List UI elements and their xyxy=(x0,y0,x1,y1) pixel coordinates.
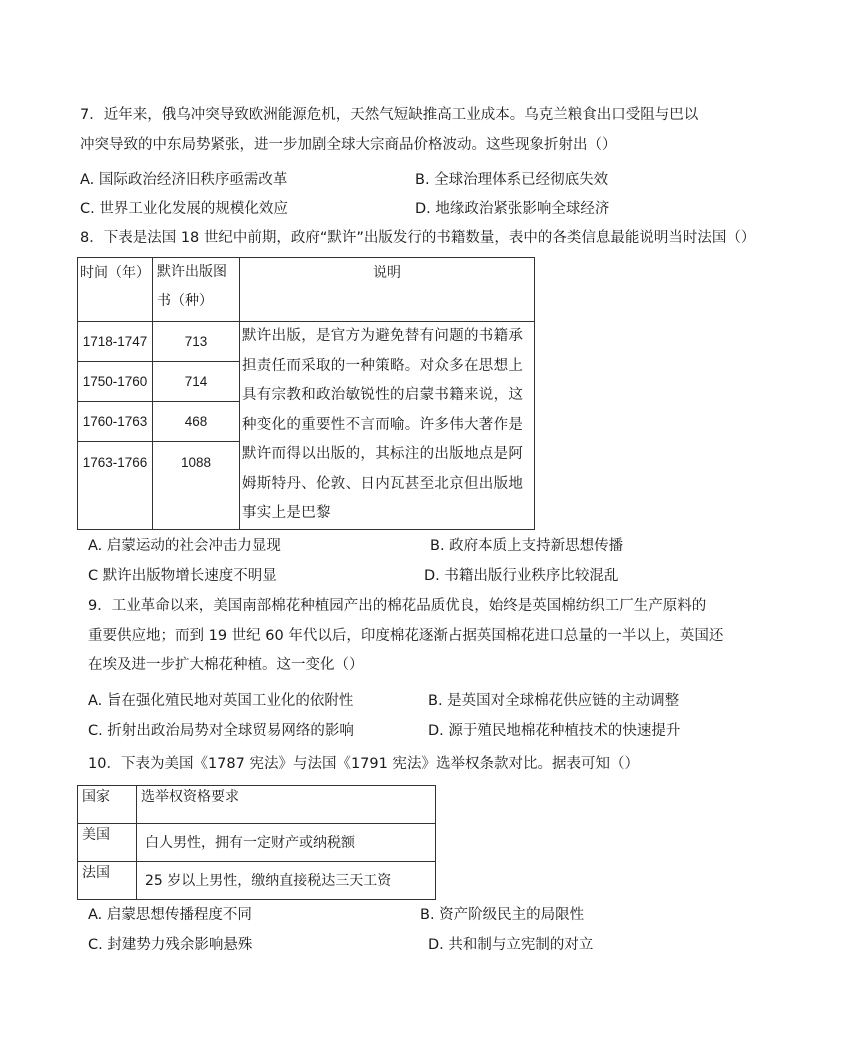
q10-option-d: D. 共和制与立宪制的对立 xyxy=(428,937,594,953)
q8-header-note: 说明 xyxy=(240,258,535,322)
q9-option-a: A. 旨在强化殖民地对英国工业化的依附性 xyxy=(88,693,354,709)
q8-header-time: 时间（年） xyxy=(78,258,153,322)
q8-count-cell: 713 xyxy=(153,322,240,362)
table-row xyxy=(78,322,535,362)
q8-option-b: B. 政府本质上支持新思想传播 xyxy=(430,538,624,554)
q10-option-c: C. 封建势力残余影响悬殊 xyxy=(88,937,253,953)
q10-requirement-cell: 白人男性，拥有一定财产或纳税额 xyxy=(137,824,436,862)
q8-count-cell: 1088 xyxy=(153,442,240,530)
q10-country-cell: 美国 xyxy=(78,824,137,862)
q8-period-cell: 1763-1766 xyxy=(78,442,153,530)
q7-stem-line2: 冲突导致的中东局势紧张，进一步加剧全球大宗商品价格波动。这些现象折射出（） xyxy=(80,137,617,153)
q10-table-header-row xyxy=(78,786,436,824)
q7-option-b: B. 全球治理体系已经彻底失效 xyxy=(415,172,609,188)
q8-note-cell: 默许出版，是官方为避免替有问题的书籍承担责任而采取的一种策略。对众多在思想上具有宗教和政治敏锐性的启蒙书籍来说，这种变化的重要性不言而喻。许多伟大著作是默许而得以出版的，其标注的出版地点是阿姆斯特丹、伦敦、日内瓦甚至北京但出版地事实上是巴黎 xyxy=(240,322,535,530)
q10-header-country: 国家 xyxy=(78,786,137,824)
q8-option-c: C 默许出版物增长速度不明显 xyxy=(88,568,277,584)
q8-stem: 8．下表是法国 18 世纪中前期，政府“默许”出版发行的书籍数量，表中的各类信息最能说明当时法国（） xyxy=(80,230,756,246)
q8-count-cell: 714 xyxy=(153,362,240,402)
q7-option-d: D. 地缘政治紧张影响全球经济 xyxy=(415,201,610,217)
q7-stem-line1: 7．近年来，俄乌冲突导致欧洲能源危机，天然气短缺推高工业成本。乌克兰粮食出口受阻与巴以 xyxy=(80,107,699,123)
q10-stem: 10．下表为美国《1787 宪法》与法国《1791 宪法》选举权条款对比。据表可知（） xyxy=(88,756,639,772)
q7-option-c: C. 世界工业化发展的规模化效应 xyxy=(80,201,288,217)
q7-option-a: A. 国际政治经济旧秩序亟需改革 xyxy=(80,172,288,188)
q8-period-cell: 1718-1747 xyxy=(78,322,153,362)
q10-requirement-cell: 25 岁以上男性，缴纳直接税达三天工资 xyxy=(137,862,436,900)
q8-period-cell: 1750-1760 xyxy=(78,362,153,402)
q8-header-count: 默许出版图书（种） xyxy=(153,258,240,322)
q9-option-c: C. 折射出政治局势对全球贸易网络的影响 xyxy=(88,723,354,739)
q10-header-requirement: 选举权资格要求 xyxy=(137,786,436,824)
q8-option-d: D. 书籍出版行业秩序比较混乱 xyxy=(424,568,619,584)
q8-table xyxy=(77,257,535,530)
table-row xyxy=(78,824,436,862)
q9-stem-line1: 9．工业革命以来，美国南部棉花种植园产出的棉花品质优良，始终是英国棉纺织工厂生产原料的 xyxy=(88,598,707,614)
q10-table xyxy=(77,785,436,900)
q8-count-cell: 468 xyxy=(153,402,240,442)
q9-option-b: B. 是英国对全球棉花供应链的主动调整 xyxy=(428,693,680,709)
q9-stem-line2: 重要供应地；而到 19 世纪 60 年代以后，印度棉花逐渐占据英国棉花进口总量的一半以上，英国还 xyxy=(88,628,724,644)
q8-option-a: A. 启蒙运动的社会冲击力显现 xyxy=(88,538,281,554)
q10-option-b: B. 资产阶级民主的局限性 xyxy=(420,907,585,923)
q10-option-a: A. 启蒙思想传播程度不同 xyxy=(88,907,252,923)
q9-option-d: D. 源于殖民地棉花种植技术的快速提升 xyxy=(428,723,681,739)
q8-table-header-row xyxy=(78,258,535,322)
q9-stem-line3: 在埃及进一步扩大棉花种植。这一变化（） xyxy=(88,657,364,673)
q10-country-cell: 法国 xyxy=(78,862,137,900)
q8-period-cell: 1760-1763 xyxy=(78,402,153,442)
table-row xyxy=(78,862,436,900)
